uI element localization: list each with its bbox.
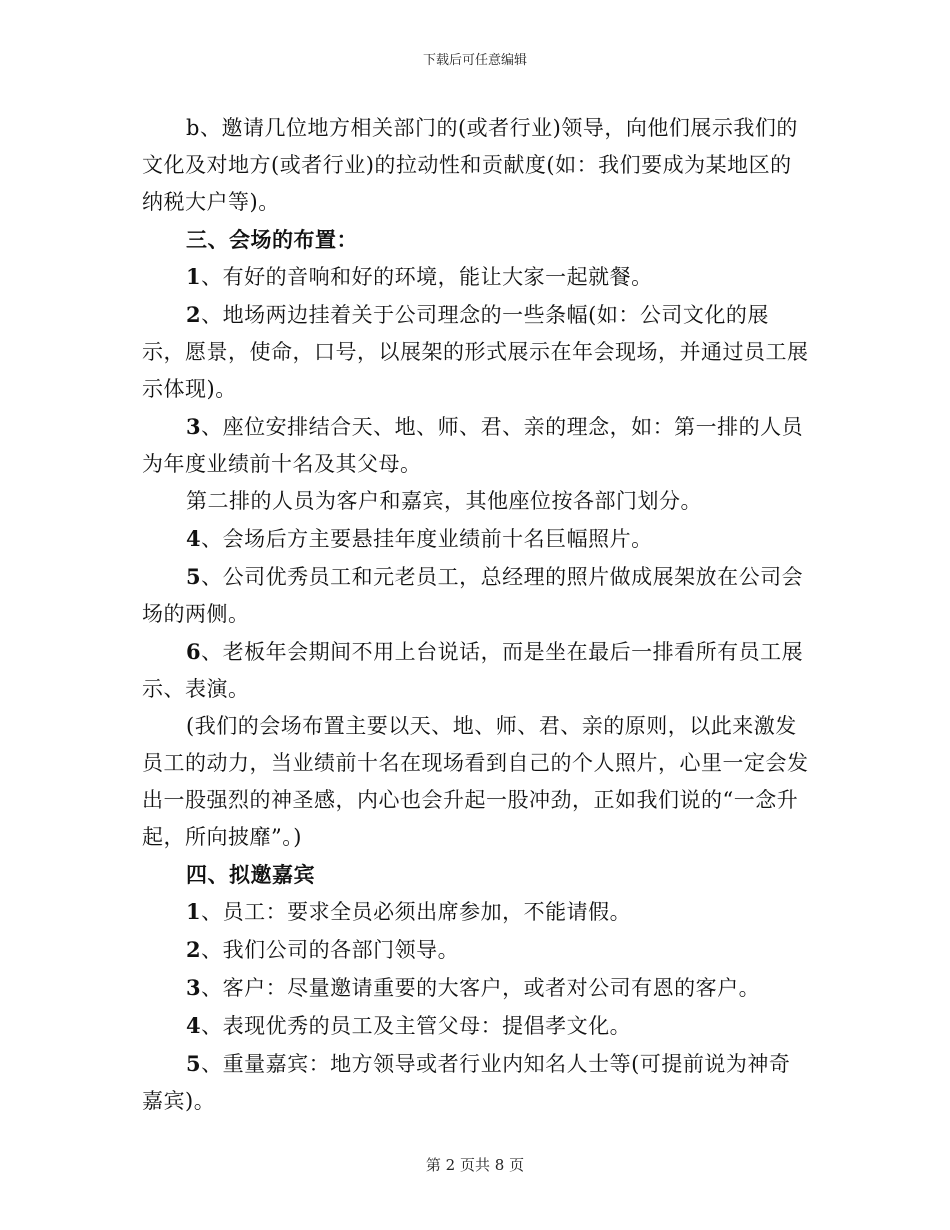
list-item [142, 633, 810, 708]
list-item [142, 931, 810, 969]
list-item [142, 558, 810, 633]
item-number: 3 [186, 414, 202, 439]
item-text: 、重量嘉宾：地方领导或者行业内知名人士等(可提前说为神奇嘉宾)。 [142, 1052, 791, 1113]
item-text: 、老板年会期间不用上台说话，而是坐在最后一排看所有员工展示、表演。 [142, 640, 804, 701]
item-number: 5 [186, 564, 202, 589]
item-number: 5 [186, 1051, 202, 1076]
paragraph: 第二排的人员为客户和嘉宾，其他座位按各部门划分。 [186, 489, 702, 513]
list-item [142, 1045, 810, 1120]
paragraph: (我们的会场布置主要以天、地、师、君、亲的原则，以此来激发员工的动力，当业绩前十名在现场看到自己的个人照片，心里一定会发出一股强烈的神圣感，内心也会升起一股冲劲，正如我们说的“一念升起，所向披靡”。) [142, 714, 809, 849]
item-text: 、会场后方主要悬挂年度业绩前十名巨幅照片。 [201, 527, 653, 551]
item-text: 、座位安排结合天、地、师、君、亲的理念，如：第一排的人员为年度业绩前十名及其父母。 [142, 415, 804, 476]
item-number: 2 [186, 937, 202, 962]
list-item [142, 520, 810, 558]
list-item [142, 893, 810, 931]
item-number: 1 [186, 899, 202, 924]
list-item [142, 296, 810, 408]
item-text: 、地场两边挂着关于公司理念的一些条幅(如：公司文化的展示，愿景，使命，口号，以展架的形式展示在年会现场，并通过员工展示体现)。 [142, 303, 809, 401]
item-text: 、员工：要求全员必须出席参加，不能请假。 [201, 900, 632, 924]
item-number: 6 [186, 639, 202, 664]
item-number: 2 [186, 302, 202, 327]
item-text: 、客户：尽量邀请重要的大客户，或者对公司有恩的客户。 [201, 976, 761, 1000]
document-body [142, 110, 810, 1120]
item-number: 3 [186, 975, 202, 1000]
item-text: 、有好的音响和好的环境，能让大家一起就餐。 [201, 265, 653, 289]
item-text: 、公司优秀员工和元老员工，总经理的照片做成展架放在公司会场的两侧。 [142, 565, 804, 626]
page-header: 下载后可任意编辑 [422, 53, 527, 68]
paragraph: b、邀请几位地方相关部门的(或者行业)领导，向他们展示我们的文化及对地方(或者行业)的拉动性和贡献度(如：我们要成为某地区的纳税大户等)。 [142, 116, 798, 214]
section-heading: 四、拟邀嘉宾 [186, 862, 315, 887]
item-number: 4 [186, 1013, 202, 1038]
list-item [142, 969, 810, 1007]
page-footer: 第 2 页共 8 页 [425, 1156, 525, 1174]
item-number: 4 [186, 526, 202, 551]
list-item [142, 1007, 810, 1045]
list-item [142, 258, 810, 296]
item-text: 、我们公司的各部门领导。 [201, 938, 460, 962]
item-text: 、表现优秀的员工及主管父母：提倡孝文化。 [201, 1014, 632, 1038]
section-heading: 三、会场的布置： [186, 227, 358, 252]
list-item [142, 408, 810, 483]
item-number: 1 [186, 264, 202, 289]
